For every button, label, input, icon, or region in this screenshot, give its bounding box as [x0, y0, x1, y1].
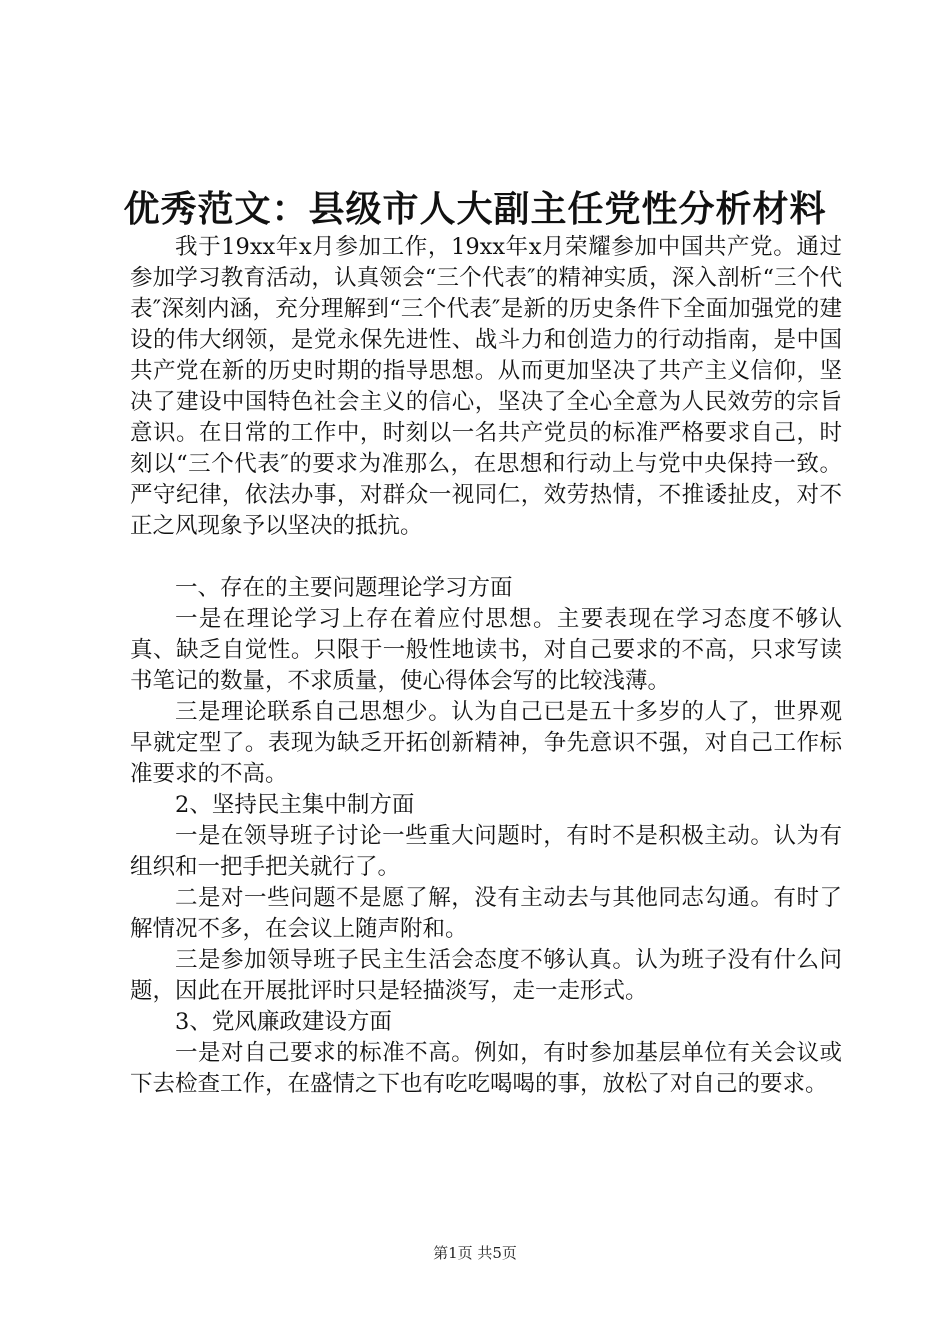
section-heading: 一、存在的主要问题理论学习方面: [175, 575, 513, 601]
document-body: [130, 232, 842, 1100]
paragraph-spacer: [130, 542, 842, 573]
section-item: 一是对自己要求的标准不高。例如，有时参加基层单位有关会议或下去检查工作，在盛情之下也有吃吃喝喝的事，放松了对自己的要求。: [130, 1040, 842, 1097]
section-item: 三是理论联系自己思想少。认为自己已是五十多岁的人了，世界观早就定型了。表现为缺乏开拓创新精神，争先意识不强，对自己工作标准要求的不高。: [130, 699, 842, 787]
page-footer: 第1页 共5页: [433, 1244, 517, 1262]
intro-paragraph: 我于19xx年x月参加工作，19xx年x月荣耀参加中国共产党。通过参加学习教育活动，认真领会“三个代表″的精神实质，深入剖析“三个代表″深刻内涵，充分理解到“三个代表″是新的历史条件下全面加强党的建设的伟大纲领，是党永保先进性、战斗力和创造力的行动指南，是中国共产党在新的历史时期的指导思想。从而更加坚决了共产主义信仰，坚决了建设中国特色社会主义的信心，坚决了全心全意为人民效劳的宗旨意识。在日常的工作中，时刻以一名共产党员的标准严格要求自己，时刻以“三个代表″的要求为准那么，在思想和行动上与党中央保持一致。严守纪律，依法办事，对群众一视同仁，效劳热情，不推诿扯皮，对不正之风现象予以坚决的抵抗。: [130, 234, 842, 539]
section-heading: 2、坚持民主集中制方面: [175, 792, 415, 818]
document-title: 优秀范文：县级市人大副主任党性分析材料: [123, 188, 827, 230]
section-item: 一是在领导班子讨论一些重大问题时，有时不是积极主动。认为有组织和一把手把关就行了。: [130, 823, 842, 880]
section-heading: 3、党风廉政建设方面: [175, 1009, 392, 1035]
section-item: 一是在理论学习上存在着应付思想。主要表现在学习态度不够认真、缺乏自觉性。只限于一般性地读书，对自己要求的不高，只求写读书笔记的数量，不求质量，使心得体会写的比较浅薄。: [130, 606, 842, 694]
section-item: 二是对一些问题不是愿了解，没有主动去与其他同志勾通。有时了解情况不多，在会议上随声附和。: [130, 885, 842, 942]
section-item: 三是参加领导班子民主生活会态度不够认真。认为班子没有什么问题，因此在开展批评时只是轻描淡写，走一走形式。: [130, 947, 842, 1004]
